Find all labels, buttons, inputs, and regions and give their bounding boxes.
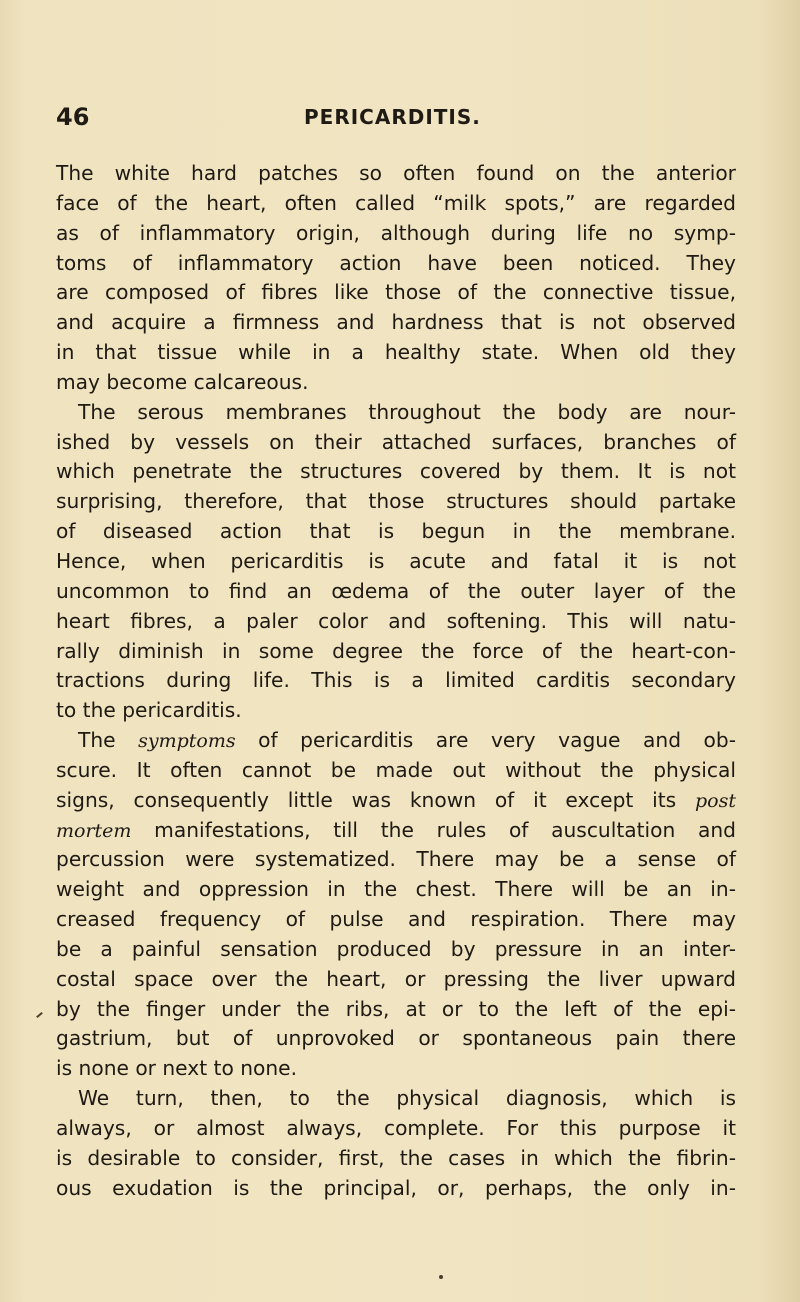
text-line: may become calcareous. — [56, 369, 309, 394]
text-line: percussion were systematized. There may be a sense of — [56, 847, 736, 872]
text-line: scure. It often cannot be made out without the physical — [56, 757, 736, 782]
text-line: heart fibres, a paler color and softening. This will natu- — [56, 608, 736, 633]
italic-term: symptoms — [138, 730, 236, 753]
text-line: by the finger under the ribs, at or to the left of the epi- — [56, 996, 736, 1021]
text-line: of diseased action that is begun in the membrane. — [56, 519, 736, 544]
text-line: The serous membranes throughout the body are nour- — [78, 399, 736, 424]
italic-term: post — [695, 789, 736, 812]
text-line: face of the heart, often called “milk spots,” are regarded — [56, 190, 736, 215]
text-line: toms of inflammatory action have been noticed. They — [56, 250, 736, 275]
text-line: rally diminish in some degree the force of the heart-con- — [56, 638, 736, 663]
text-line: and acquire a firmness and hardness that is not observed — [56, 310, 736, 335]
text-run: of pericarditis are very vague and ob- — [235, 728, 737, 753]
text-line: ous exudation is the principal, or, perhaps, the only in- — [56, 1175, 736, 1200]
text-line: uncommon to find an œdema of the outer layer of the — [56, 578, 736, 603]
text-line: creased frequency of pulse and respiration. There may — [56, 907, 736, 932]
text-line — [56, 726, 736, 756]
text-line — [56, 816, 736, 846]
text-line: in that tissue while in a healthy state. When old they — [56, 340, 736, 365]
text-line: is none or next to none. — [56, 1056, 297, 1081]
text-line: gastrium, but of unprovoked or spontaneous pain there — [56, 1026, 736, 1051]
text-run: signs, consequently little was known of it except its — [56, 787, 695, 812]
text-line — [56, 786, 736, 816]
text-line: be a painful sensation produced by pressure in an inter- — [56, 936, 736, 961]
body-text — [56, 159, 736, 1204]
text-line: always, or almost always, complete. For this purpose it — [56, 1116, 736, 1140]
text-line: to the pericarditis. — [56, 698, 242, 723]
running-head — [56, 103, 746, 137]
text-line: as of inflammatory origin, although during life no symp- — [56, 220, 736, 245]
text-line: tractions during life. This is a limited carditis secondary — [56, 668, 736, 693]
text-run: manifestations, till the rules of auscultation and — [131, 817, 736, 842]
text-line: are composed of fibres like those of the connective tissue, — [56, 280, 736, 305]
margin-mark — [36, 1012, 43, 1018]
italic-term: mortem — [56, 819, 132, 842]
text-line: We turn, then, to the physical diagnosis, which is — [78, 1086, 736, 1111]
text-line: is desirable to consider, first, the cases in which the fibrin- — [56, 1145, 736, 1170]
text-line: which penetrate the structures covered by them. It is not — [56, 459, 736, 484]
text-line: Hence, when pericarditis is acute and fatal it is not — [56, 548, 736, 573]
text-line: The white hard patches so often found on the anterior — [56, 161, 736, 185]
running-head-title: PERICARDITIS. — [304, 105, 481, 129]
printer-dot — [439, 1275, 443, 1279]
text-line: costal space over the heart, or pressing the liver upward — [56, 966, 736, 991]
page-number: 46 — [56, 103, 90, 131]
text-line: surprising, therefore, that those structures should partake — [56, 489, 736, 514]
text-run: The — [78, 728, 139, 753]
text-line: weight and oppression in the chest. There will be an in- — [56, 877, 736, 902]
text-line: ished by vessels on their attached surfaces, branches of — [56, 429, 736, 454]
